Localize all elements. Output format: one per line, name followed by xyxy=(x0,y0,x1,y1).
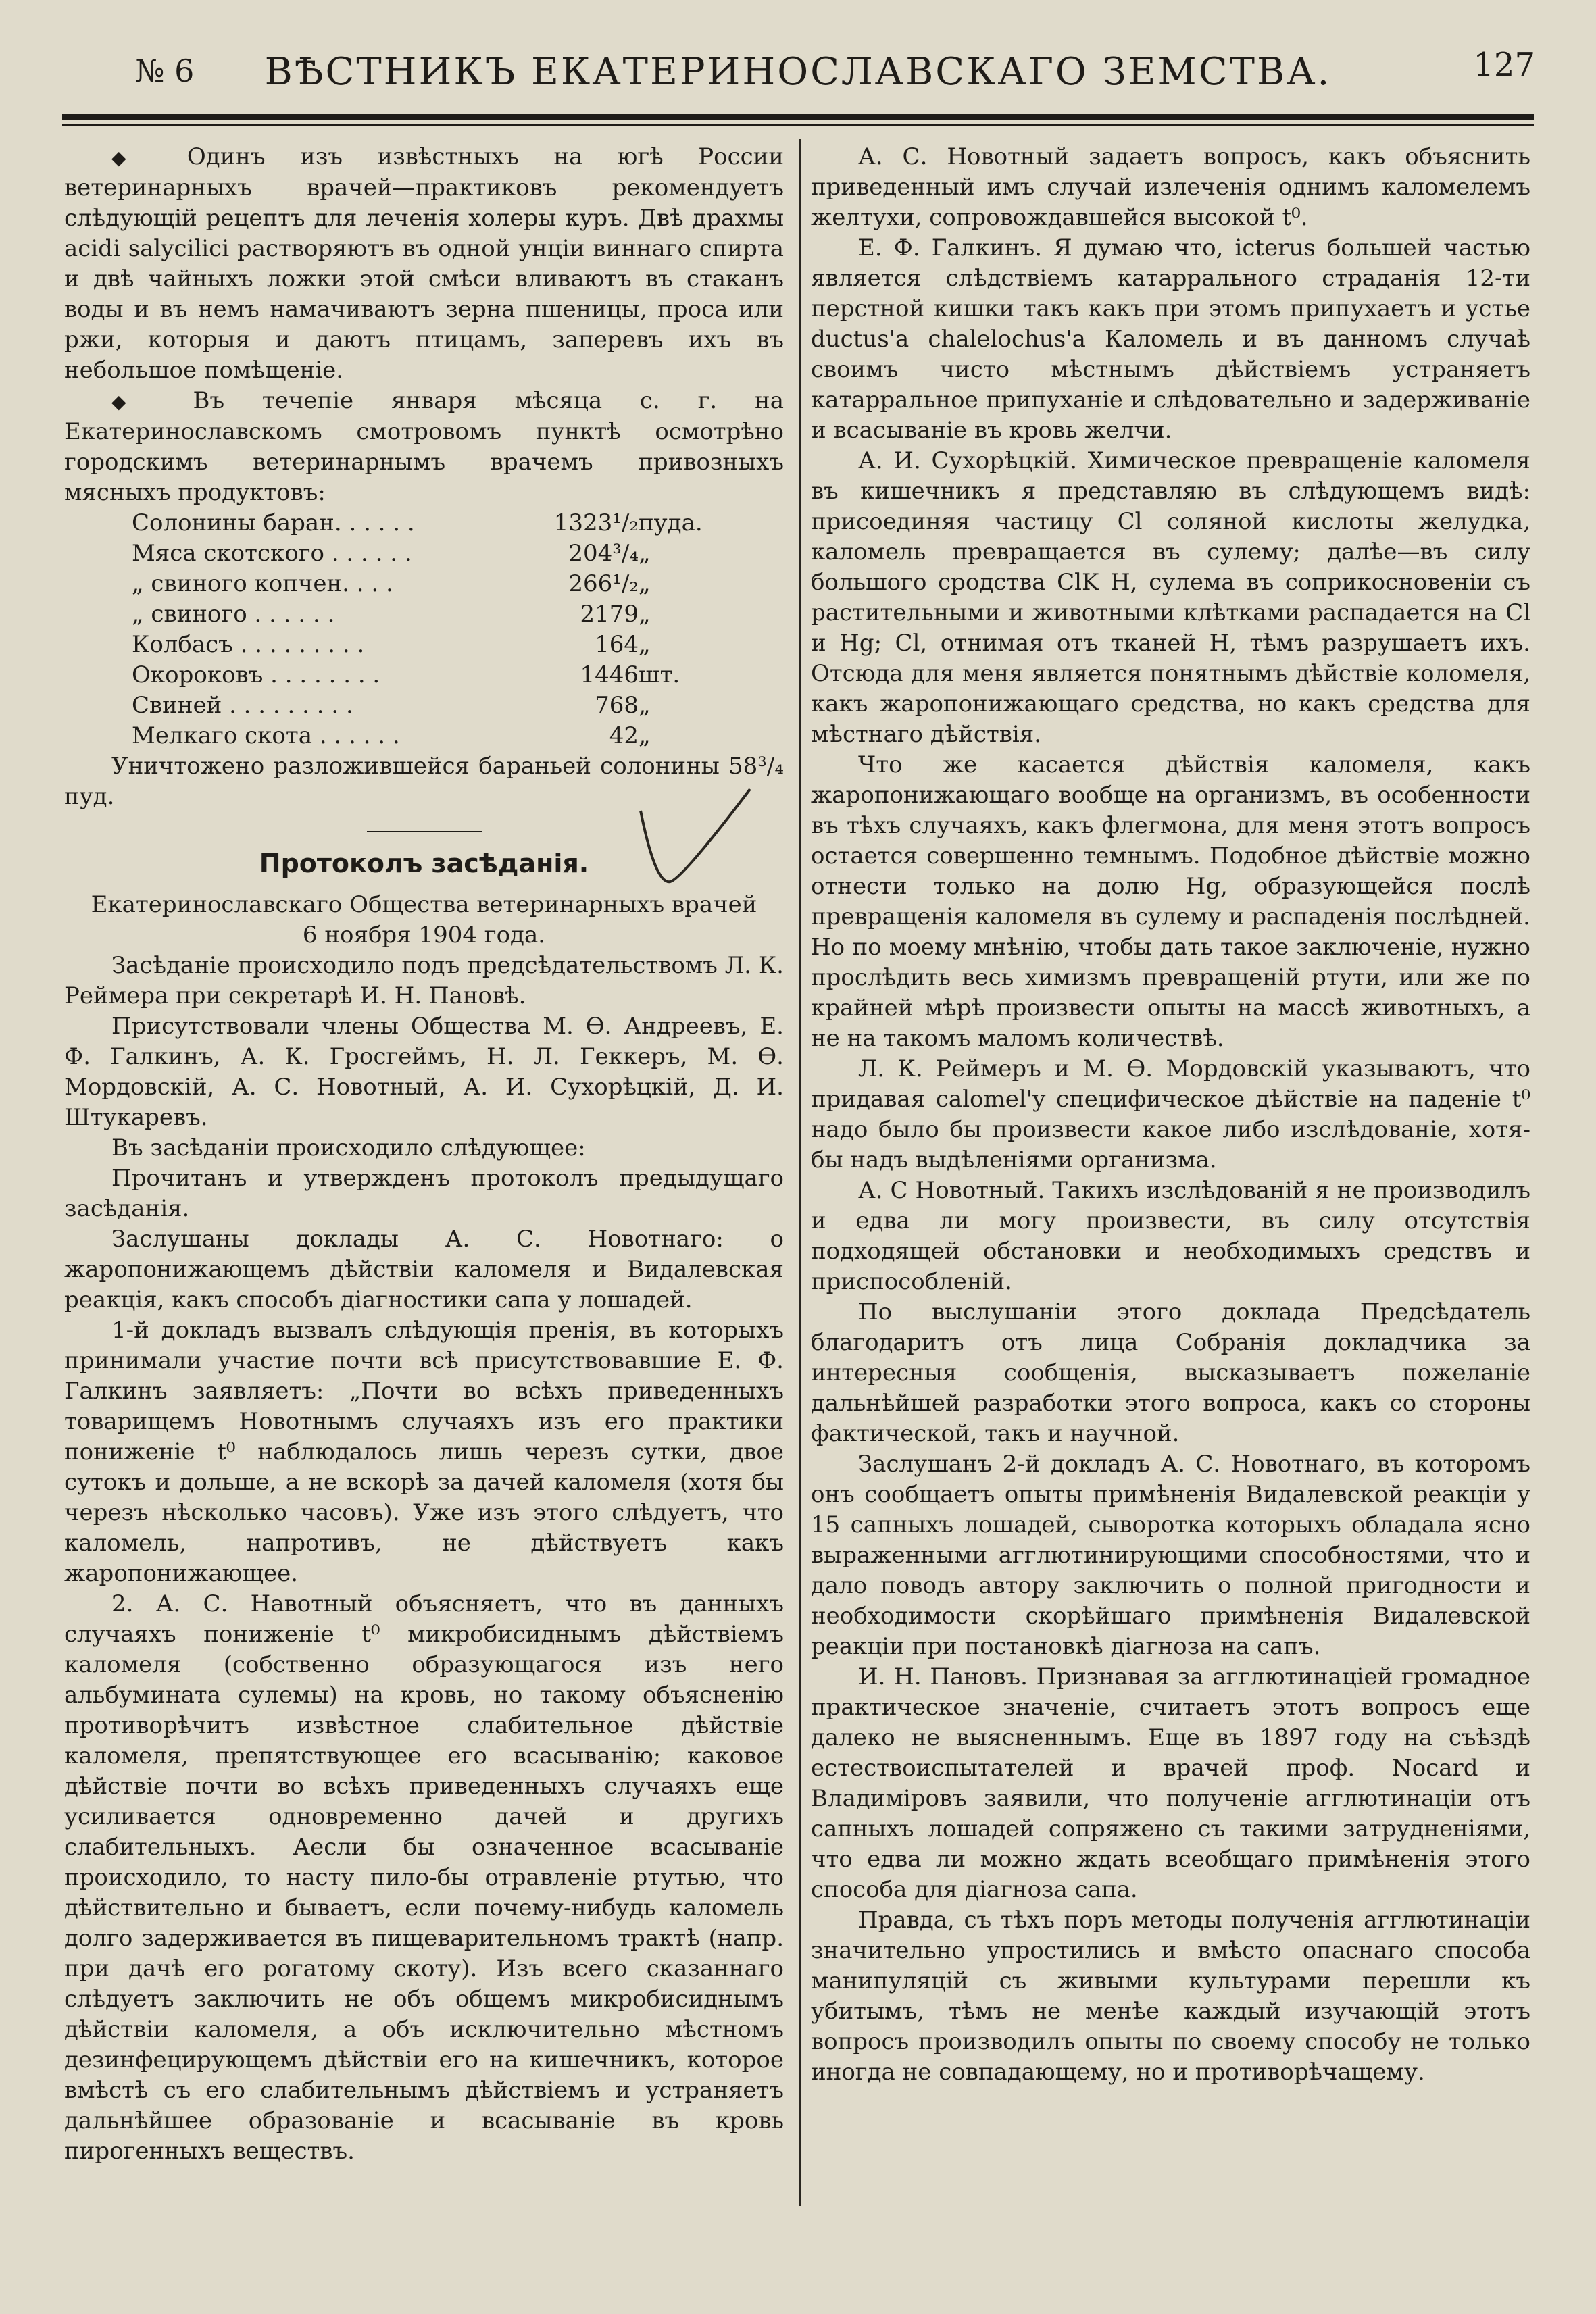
paragraph: Уничтожено разложившейся бараньей солонины 58³/₄ пуд. xyxy=(64,753,784,810)
table-row xyxy=(132,538,726,569)
table-row xyxy=(132,630,726,660)
table-cell-qty: 768 xyxy=(595,692,639,719)
table-cell-qty: 164 xyxy=(595,631,639,658)
table-row xyxy=(132,690,726,721)
paragraph: ◆ Въ течепіе января мѣсяца с. г. на Екатеринославскомъ смотровомъ пунктѣ осмотрѣно городскимъ ветеринарнымъ врачемъ привозныхъ мясныхъ продуктовъ: xyxy=(64,387,784,506)
paragraph: Л. К. Реймеръ и М. Ѳ. Мордовскій указываютъ, что придавая calomel'y специфическое дѣйствіе на паденіе t⁰ надо было бы произвести какое либо изслѣдованіе, хотя-бы надъ выдѣленіями организма. xyxy=(811,1055,1530,1174)
paragraph: А. С Новотный. Такихъ изслѣдованій я не производилъ и едва ли могу произвести, въ силу отсутствія подходящей обстановки и необходимыхъ средствъ и приспособленій. xyxy=(811,1177,1530,1295)
table-cell-item: Колбасъ . . . . . . . . . xyxy=(132,631,365,658)
paragraph: Правда, съ тѣхъ поръ методы полученія агглютинаціи значительно упростились и вмѣсто опаснаго способа манипуляцій съ живыми культурами перешли къ убитымъ, тѣмъ не менѣе каждый изучающій этотъ вопросъ производилъ опыты по своему способу не только иногда не совпадающему, но и противорѣчащему. xyxy=(811,1907,1530,2086)
table-cell-qty: 1446 xyxy=(580,661,639,688)
column-divider xyxy=(799,139,801,2206)
paragraph: А. И. Сухорѣцкій. Химическое превращеніе каломеля въ кишечникъ я представляю въ слѣдующемъ видѣ: присоединяя частицу Cl соляной кислоты желудка, каломель превращается въ сулему; далѣе—въ силу большого сродства ClK H, сулема въ соприкосновеніи съ растительными и животными клѣтками распадается на Cl и Hg; Cl, отнимая отъ тканей H, тѣмъ разрушаетъ ихъ. Отсюда для меня является понятнымъ дѣйствіе коломеля, какъ жаропонижающаго средства, но какъ средства для мѣстнаго дѣйствія. xyxy=(811,447,1530,748)
table-cell-unit: „ xyxy=(639,631,651,658)
table-cell-unit: „ xyxy=(639,692,651,719)
table-cell-item: „ свиного . . . . . . xyxy=(132,601,335,628)
paragraph: Присутствовали члены Общества М. Ѳ. Андреевъ, Е. Ф. Галкинъ, А. К. Гросгеймъ, Н. Л. Геккеръ, М. Ѳ. Мордовскій, А. С. Новотный, А. И. Сухорѣцкій, Д. И. Штукаревъ. xyxy=(64,1013,784,1131)
table-cell-qty: 42 xyxy=(609,722,639,749)
page-number: 127 xyxy=(1473,46,1535,84)
table-cell-item: Солонины баран. . . . . . xyxy=(132,509,415,536)
table-cell-unit: „ xyxy=(639,722,651,749)
paragraph: Въ засѣданіи происходило слѣдующее: xyxy=(111,1134,586,1161)
section-heading: Протоколъ засѣданія. xyxy=(259,849,589,878)
section-divider xyxy=(367,831,482,832)
table-cell-qty: 2179 xyxy=(580,601,639,628)
table-row xyxy=(132,599,726,630)
meat-products-table xyxy=(132,508,726,751)
table-cell-unit: „ xyxy=(639,601,651,628)
paragraph: 2. А. С. Навотный объясняетъ, что въ данныхъ случаяхъ пониженіе t⁰ микробисиднымъ дѣйствіемъ каломеля (собственно образующагося изъ него альбумината сулемы) на кровь, но такому объясненію противорѣчитъ извѣстное слабительное дѣйствіе каломеля, препятствующее его всасыванію; каковое дѣйствіе почти во всѣхъ приведенныхъ случаяхъ еще усиливается одновременно дачей и другихъ слабительныхъ. Аесли бы означенное всасываніе происходило, то насту пило-бы отравленіе ртутью, что дѣйствительно и бываетъ, если почему-нибудь каломель долго задерживается въ пищеварительномъ трактѣ (напр. при дачѣ его рогатому скоту). Изъ всего сказаннаго слѣдуетъ заключить не объ общемъ микробисиднымъ дѣйствіи каломеля, а объ исключительно мѣстномъ дезинфецирующемъ дѣйствіи его на кишечникъ, которое вмѣстѣ съ его слабительнымъ дѣйствіемъ и устраняетъ дальнѣйшее образованіе и всасываніе въ кровь пирогенныхъ веществъ. xyxy=(64,1590,784,2165)
paragraph: Заслушаны доклады А. С. Новотнаго: о жаропонижающемъ дѣйствіи каломеля и Видалевская реакція, какъ способъ діагностики сапа у лошадей. xyxy=(64,1226,784,1313)
table-cell-qty: 266¹/₂ xyxy=(568,570,639,597)
table-cell-unit: пуда. xyxy=(639,509,703,536)
table-cell-item: Свиней . . . . . . . . . xyxy=(132,692,353,719)
table-row xyxy=(132,508,726,538)
paragraph: А. С. Новотный задаетъ вопросъ, какъ объяснить приведенный имъ случай излеченія однимъ каломелемъ желтухи, сопровождавшейся высокой t⁰. xyxy=(811,143,1530,231)
table-row xyxy=(132,660,726,690)
paragraph: Е. Ф. Галкинъ. Я думаю что, icterus большей частью является слѣдствіемъ катаррального страданія 12-ти перстной кишки такъ какъ при этомъ припухаетъ и устье ductus'a chalelochus'a Каломель и въ данномъ случаѣ своимъ чисто мѣстнымъ дѣйствіемъ устраняетъ катарральное припуханіе и слѣдовательно и задерживаніе и всасываніе въ кровь желчи. xyxy=(811,234,1530,444)
paragraph: Что же касается дѣйствія каломеля, какъ жаропонижающаго вообще на организмъ, въ особенности въ тѣхъ случаяхъ, какъ флегмона, для меня этотъ вопросъ остается совершенно темнымъ. Подобное дѣйствіе можно отнести только на долю Hg, образующейся послѣ превращенія каломеля въ сулему и распаденія послѣдней. Но по моему мнѣнію, чтобы дать такое заключеніе, нужно прослѣдить весь химизмъ превращеній ртути, или же по крайней мѣрѣ произвести опыты на массѣ животныхъ, а не на такомъ маломъ количествѣ. xyxy=(811,751,1530,1052)
paragraph: И. Н. Пановъ. Признавая за агглютинаціей громадное практическое значеніе, считаетъ этотъ вопросъ еще далеко не выясненнымъ. Еще въ 1897 году на съѣздѣ естествоиспытателей и врачей проф. Nocard и Владиміровъ заявили, что полученіе агглютинаціи отъ сапныхъ лошадей сопряжено съ такими затрудненіями, что едва ли можно ждать всеобщаго примѣненія этого способа для діагноза сапа. xyxy=(811,1663,1530,1903)
table-cell-qty: 1323¹/₂ xyxy=(553,509,639,536)
header-rule xyxy=(62,114,1534,120)
table-cell-item: Мелкаго скота . . . . . . xyxy=(132,722,400,749)
paragraph: 1-й докладъ вызвалъ слѣдующія пренія, въ которыхъ принимали участие почти всѣ присутствовавшие Е. Ф. Галкинъ заявляетъ: „Почти во всѣхъ приведенныхъ товарищемъ Новотнымъ случаяхъ изъ его практики пониженіе t⁰ наблюдалось лишь черезъ сутки, двое сутокъ и дольше, а не вскорѣ за дачей каломеля (хотя бы черезъ нѣсколько часовъ). Уже изъ этого слѣдуетъ, что каломель, напротивъ, не дѣйствуетъ какъ жаропонижающее. xyxy=(64,1317,784,1587)
table-cell-qty: 204³/₄ xyxy=(568,540,639,567)
pencil-checkmark-icon xyxy=(635,784,757,892)
table-cell-unit: „ xyxy=(639,540,651,567)
left-column xyxy=(64,142,784,2167)
paragraph: Засѣданіе происходило подъ предсѣдательствомъ Л. К. Реймера при секретарѣ И. Н. Пановѣ. xyxy=(64,952,784,1009)
paragraph: Заслушанъ 2-й докладъ А. С. Новотнаго, въ которомъ онъ сообщаетъ опыты примѣненія Видалевской реакціи у 15 сапныхъ лошадей, сыворотка которыхъ обладала ясно выраженными агглютинирующими способностями, что и дало поводъ автору заключить о полной пригодности и необходимости скорѣйшаго примѣненія Видалевской реакціи при постановкѣ діагноза на сапъ. xyxy=(811,1451,1530,1660)
table-cell-item: „ свиного копчен. . . . xyxy=(132,570,393,597)
journal-title: ВѢСТНИКЪ ЕКАТЕРИНОСЛАВСКАГО ЗЕМСТВА. xyxy=(264,50,1332,94)
paragraph: Прочитанъ и утвержденъ протоколъ предыдущаго засѣданія. xyxy=(64,1165,784,1222)
paragraph: По выслушаніи этого доклада Предсѣдатель благодаритъ отъ лица Собранія докладчика за интересныя сообщенія, высказываетъ пожеланіе дальнѣйшей разработки этого вопроса, какъ со стороны фактической, такъ и научной. xyxy=(811,1299,1530,1447)
table-row xyxy=(132,721,726,751)
ornament-icon: ◆ xyxy=(111,147,187,169)
page-header xyxy=(61,46,1535,107)
issue-number: № 6 xyxy=(135,53,195,89)
table-cell-unit: „ xyxy=(639,570,651,597)
table-cell-unit: шт. xyxy=(639,661,680,688)
paragraph: ◆ Одинъ изъ извѣстныхъ на югѣ России ветеринарныхъ врачей—практиковъ рекомендуетъ слѣдующій рецептъ для леченія холеры куръ. Двѣ драхмы acidi salycilici растворяютъ въ одной унціи виннаго спирта и двѣ чайныхъ ложки этой смѣси вливаютъ въ стаканъ воды и въ немъ намачиваютъ зерна пшеницы, проса или ржи, которыя и даютъ птицамъ, заперевъ ихъ въ небольшое помѣщеніе. xyxy=(64,143,784,384)
table-cell-item: Мяса скотского . . . . . . xyxy=(132,540,412,567)
table-row xyxy=(132,569,726,599)
right-column xyxy=(811,142,1530,2088)
heading-date: 6 ноября 1904 года. xyxy=(302,922,546,949)
ornament-icon: ◆ xyxy=(111,391,193,413)
table-cell-item: Окороковъ . . . . . . . . xyxy=(132,661,380,688)
header-rule-thin xyxy=(62,124,1534,126)
heading-subtitle: Екатеринославскаго Общества ветеринарныхъ врачей xyxy=(91,891,757,918)
